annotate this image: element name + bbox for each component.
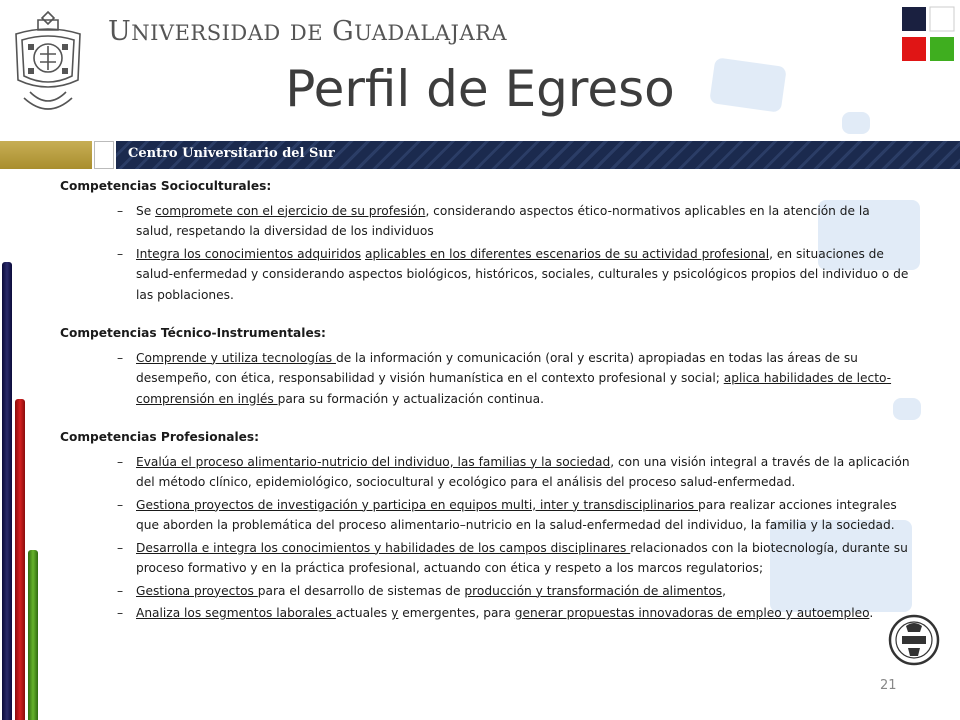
underlined-text: generar propuestas innovadoras de empleo y autoempleo	[514, 606, 870, 620]
list-item	[60, 538, 910, 579]
underlined-text: producción y transformación de alimentos	[464, 583, 723, 598]
page-number: 21	[880, 678, 897, 693]
section-heading: Competencias Socioculturales:	[60, 179, 272, 193]
underlined-text: Gestiona proyectos de investigación y participa en equipos multi, inter y transdisciplinarios	[136, 497, 698, 512]
dash-bullet-icon: –	[117, 540, 124, 555]
item-text: relacionados con la biotecnología, durante su proceso formativo y en la práctica profesional, actuando con ética y respeto a los marcos regulatorios;	[136, 540, 908, 575]
dash-bullet-icon: –	[117, 497, 124, 512]
underlined-text: Integra los conocimientos adquiridos	[136, 246, 362, 261]
list-item	[60, 603, 910, 624]
list-item	[60, 348, 910, 410]
item-text: de la información y comunicación (oral y escrita) apropiadas en todas las áreas de su desempeño, con ética, responsabilidad y visión humanística en el contexto profesional y social;	[136, 350, 858, 385]
list-item	[60, 581, 910, 602]
list-item	[60, 244, 910, 306]
item-text: actuales	[335, 606, 392, 620]
item-text: ,	[722, 583, 727, 598]
item-text: para su formación y actualización continua.	[277, 391, 544, 406]
list-item	[60, 495, 910, 536]
item-text: Se	[136, 203, 156, 218]
underlined-text: aplicables en los diferentes escenarios de su actividad profesional	[364, 246, 770, 261]
underlined-text: Comprende y utiliza tecnologías	[136, 350, 336, 365]
list-item	[60, 201, 910, 242]
underlined-text: compromete con el ejercicio de su profesión	[155, 203, 426, 218]
decor-bar-green	[28, 550, 38, 720]
item-text: .	[869, 606, 874, 620]
item-text: , en situaciones de salud-enfermedad y considerando aspectos biológicos, históricos, sociales, culturales y psicológicos propios del individuo o de las poblaciones.	[136, 246, 909, 302]
item-text: , con una visión integral a través de la aplicación del método clínico, epidemiológico, sociocultural y ecológico para el análisis del proceso salud-enfermedad.	[136, 454, 910, 489]
list-item	[60, 452, 910, 493]
underlined-text: y	[391, 606, 399, 620]
underlined-text: Gestiona proyectos	[136, 583, 258, 598]
section-heading: Competencias Técnico-Instrumentales:	[60, 326, 326, 340]
competency-section	[60, 323, 910, 409]
dash-bullet-icon: –	[117, 454, 124, 469]
underlined-text: Evalúa el proceso alimentario-nutricio del individuo, las familias y la sociedad	[136, 454, 611, 469]
underlined-text: Desarrolla e integra los conocimientos y habilidades de los campos disciplinares	[136, 540, 631, 555]
dash-bullet-icon: –	[117, 606, 124, 620]
campus-banner	[0, 141, 960, 169]
item-text: emergentes, para	[398, 606, 515, 620]
competency-section	[60, 427, 910, 624]
underlined-text: Analiza los segmentos laborales	[136, 606, 336, 620]
decor-bar-red	[15, 399, 25, 720]
university-name: UNIVERSIDAD DE GUADALAJARA	[108, 16, 508, 47]
banner-gold-block	[0, 141, 92, 169]
campus-name: Centro Universitario del Sur	[128, 146, 335, 161]
dash-bullet-icon: –	[117, 583, 124, 598]
section-heading: Competencias Profesionales:	[60, 430, 260, 444]
corner-color-squares-icon	[898, 4, 960, 66]
banner-white-block	[94, 141, 114, 169]
dash-bullet-icon: –	[117, 246, 124, 261]
iso-certification-seal-icon	[888, 614, 940, 666]
item-text: , considerando aspectos ético-normativos aplicables en la atención de la salud, respetando la diversidad de los individuos	[136, 203, 870, 238]
underlined-text: aplica habilidades de lecto-comprensión en inglés	[136, 371, 892, 406]
decor-bar-navy	[2, 262, 12, 720]
competencies-list	[60, 176, 910, 642]
page-title: Perfil de Egreso	[285, 60, 675, 118]
competency-section	[60, 176, 910, 305]
dash-bullet-icon: –	[117, 350, 124, 365]
item-text: para realizar acciones integrales que aborden la problemática del proceso alimentario–nutricio en la salud-enfermedad del individuo, la familia y la sociedad.	[136, 497, 897, 532]
dash-bullet-icon: –	[117, 203, 124, 218]
item-text: para el desarrollo de sistemas de	[257, 583, 465, 598]
